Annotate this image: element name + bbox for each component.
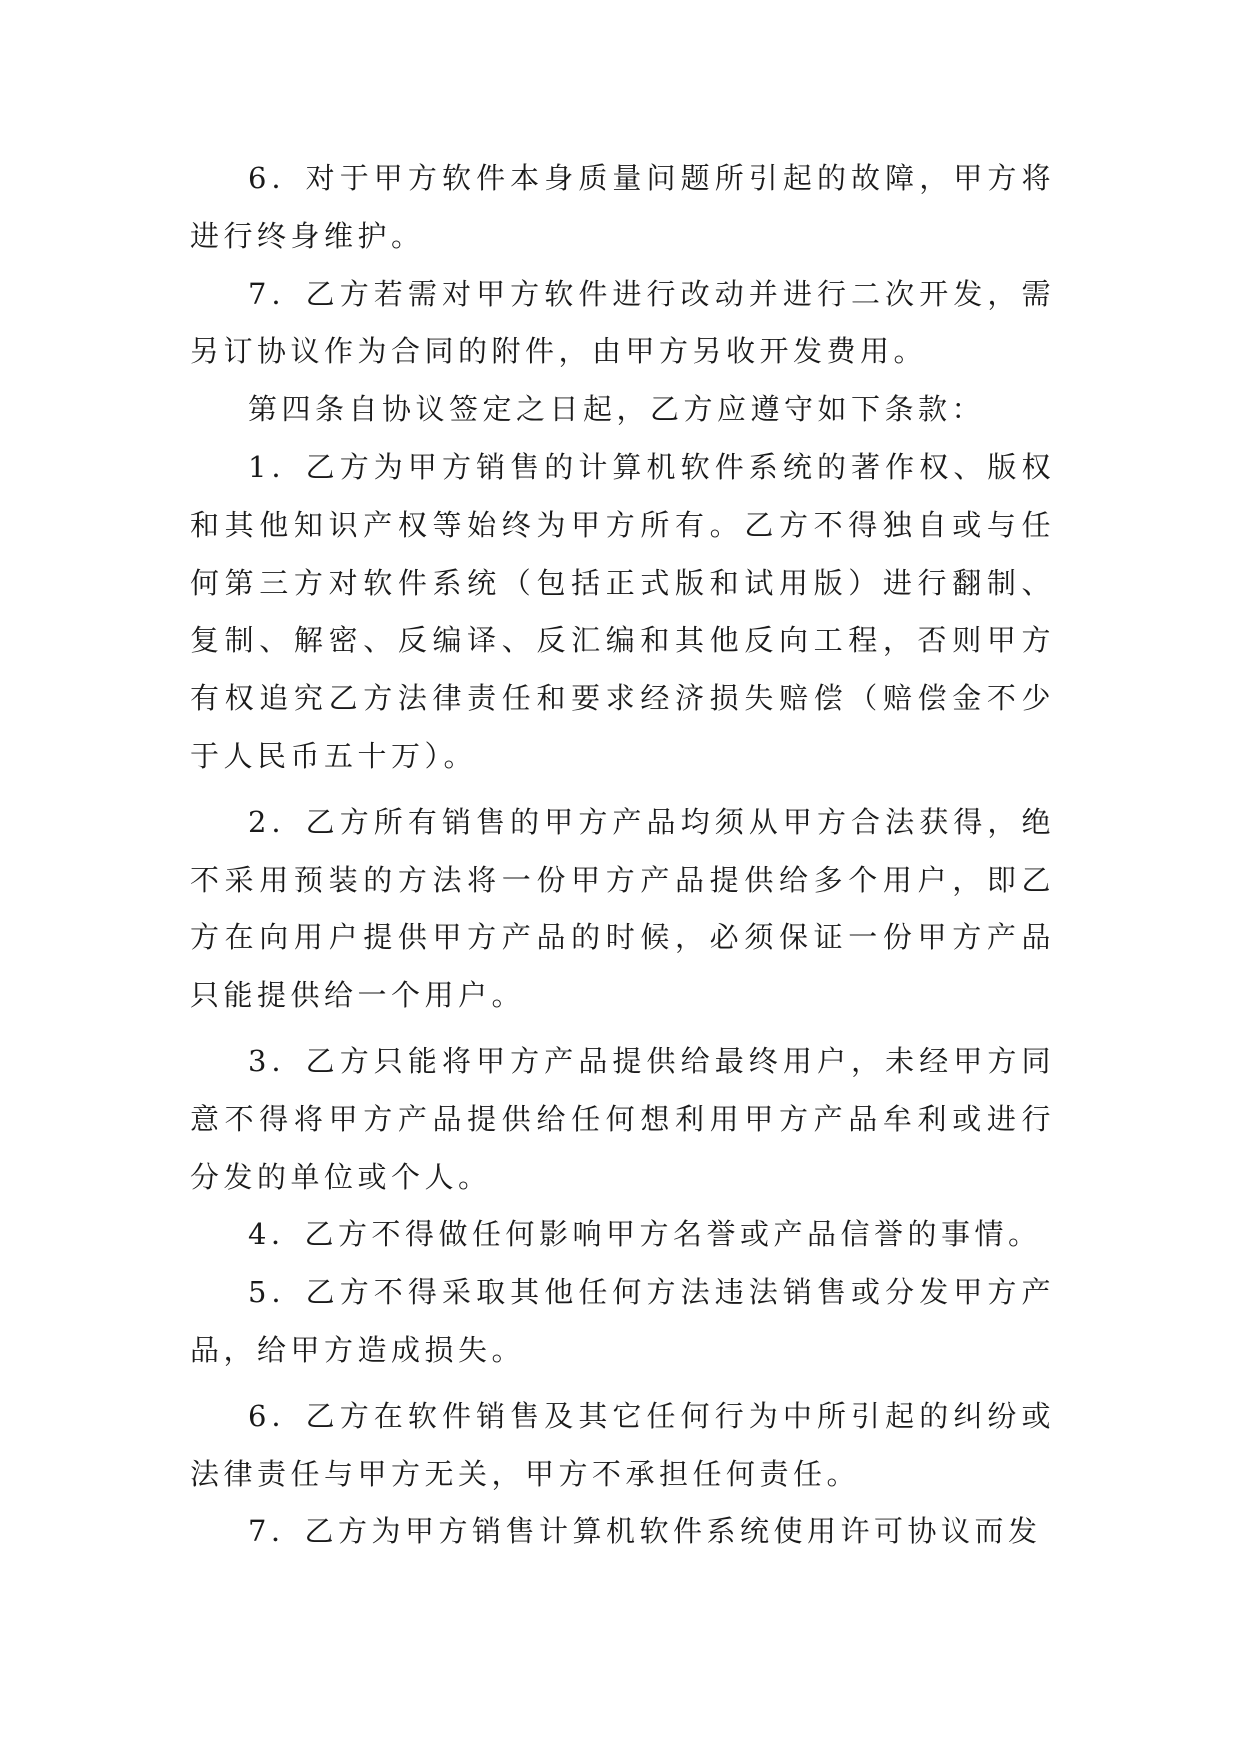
paragraph-gap — [190, 1025, 1055, 1033]
article-4-heading: 第四条自协议签定之日起，乙方应遵守如下条款： — [248, 392, 986, 427]
clause-3-item-7: 7．乙方若需对甲方软件进行改动并进行二次开发，需另订协议作为合同的附件，由甲方另收开发费用。 — [190, 276, 1055, 369]
clause-4-item-3: 3．乙方只能将甲方产品提供给最终用户，未经甲方同意不得将甲方产品提供给任何想利用甲方产品牟利或进行分发的单位或个人。 — [190, 1043, 1055, 1194]
paragraph-gap — [190, 1380, 1055, 1388]
clause-4-item-4: 4．乙方不得做任何影响甲方名誉或产品信誉的事情。 — [248, 1217, 1042, 1252]
clause-4-item-2: 2．乙方所有销售的甲方产品均须从甲方合法获得，绝不采用预装的方法将一份甲方产品提供给多个用户，即乙方在向用户提供甲方产品的时候，必须保证一份甲方产品只能提供给一个用户。 — [190, 804, 1055, 1013]
paragraph-gap — [190, 786, 1055, 794]
clause-4-item-7: 7．乙方为甲方销售计算机软件系统使用许可协议而发 — [248, 1514, 1042, 1549]
clause-3-item-6: 6．对于甲方软件本身质量问题所引起的故障，甲方将进行终身维护。 — [190, 161, 1055, 253]
clause-4-item-1: 1．乙方为甲方销售的计算机软件系统的著作权、版权和其他知识产权等始终为甲方所有。乙方不得独自或与任何第三方对软件系统（包括正式版和试用版）进行翻制、复制、解密、反编译、反汇编和其他反向工程，否则甲方有权追究乙方法律责任和要求经济损失赔偿（赔偿金不少于人民币五十万）。 — [190, 449, 1055, 773]
document-page — [190, 150, 1055, 1561]
clause-4-item-6: 6．乙方在软件销售及其它任何行为中所引起的纠纷或法律责任与甲方无关，甲方不承担任何责任。 — [190, 1398, 1055, 1491]
clause-4-item-5: 5．乙方不得采取其他任何方法违法销售或分发甲方产品，给甲方造成损失。 — [190, 1275, 1055, 1367]
